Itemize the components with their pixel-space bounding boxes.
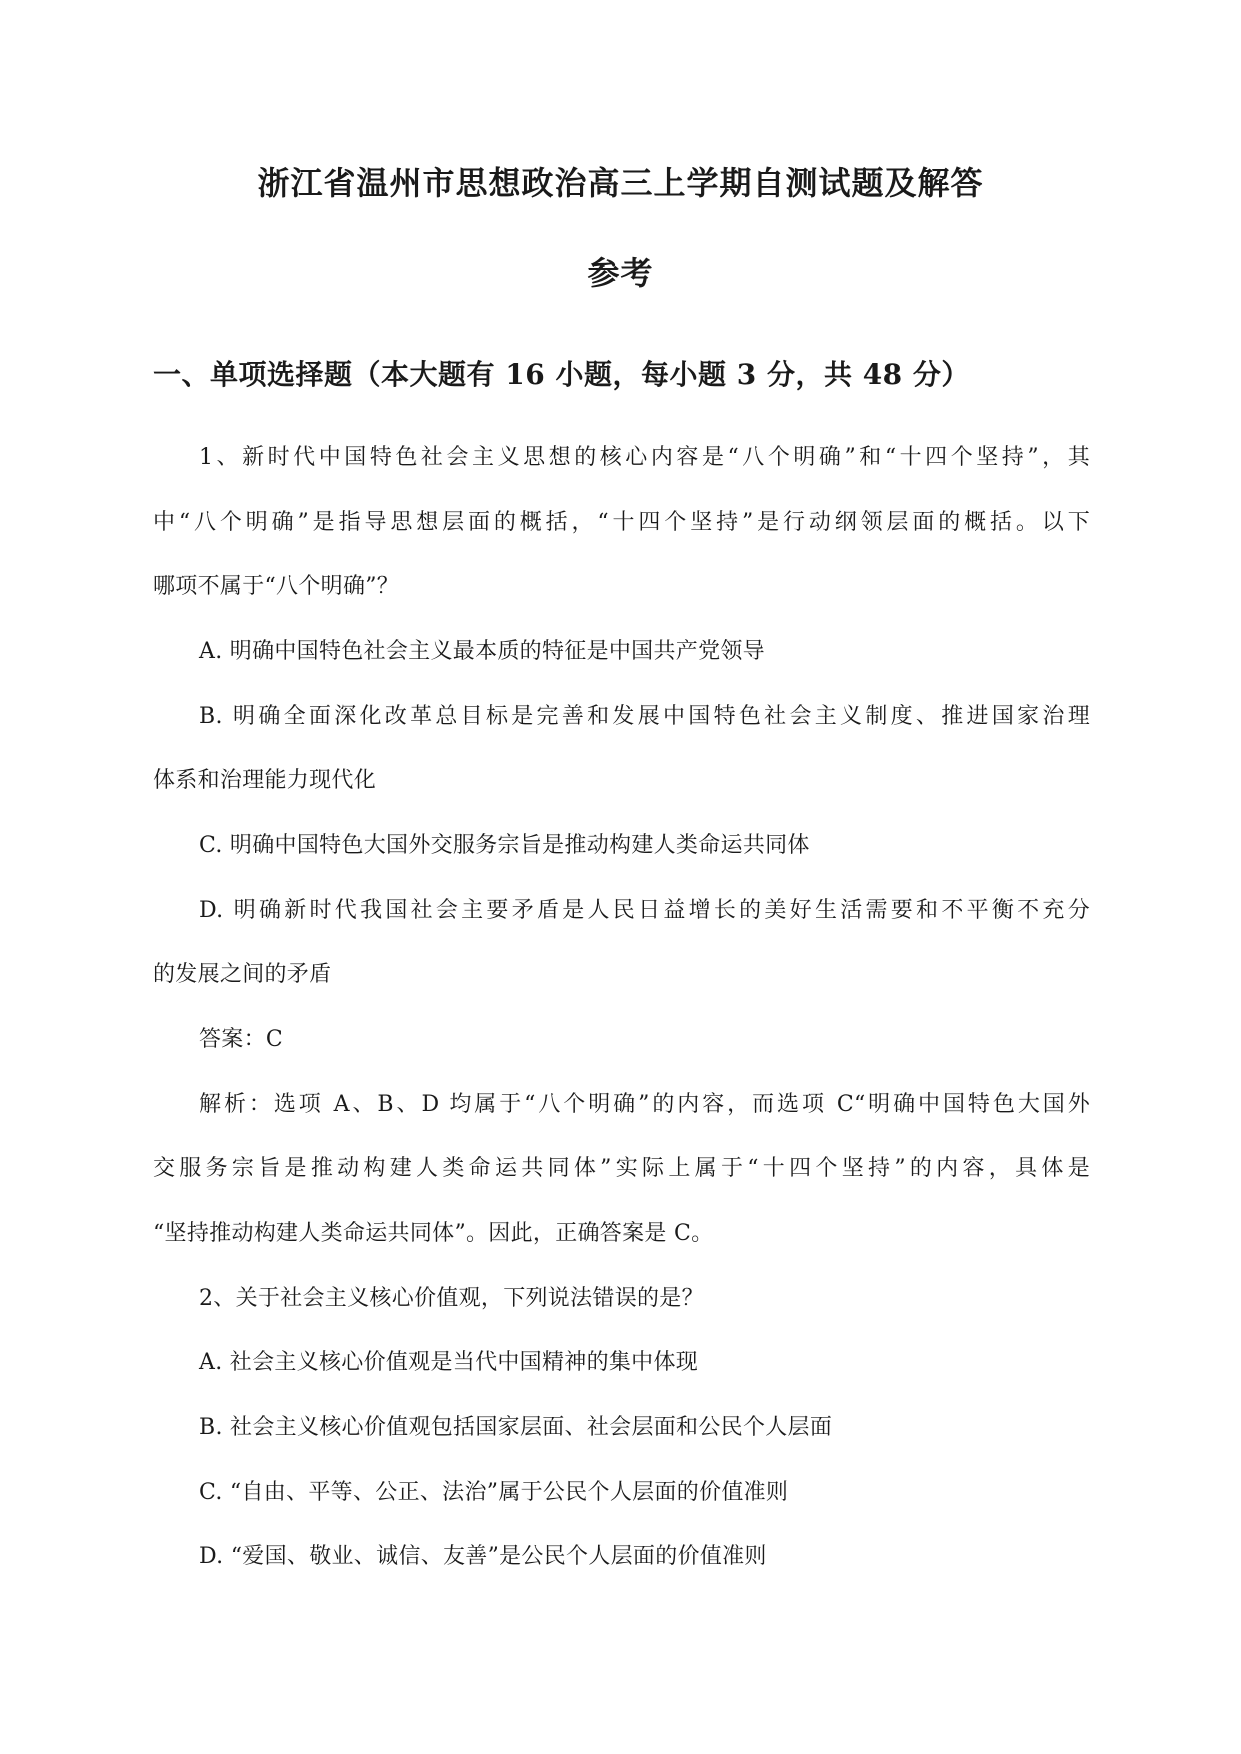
question-2-option-b: B. 社会主义核心价值观包括国家层面、社会层面和公民个人层面: [199, 1415, 833, 1440]
document-title-continued: 参考: [587, 254, 654, 292]
question-2-option-d: D. “爱国、敬业、诚信、友善”是公民个人层面的价值准则: [199, 1544, 767, 1569]
question-1-option-b-line-1: B. 明确全面深化改革总目标是完善和发展中国特色社会主义制度、推进国家治理: [199, 704, 1090, 729]
question-1-stem-line-1: 1、新时代中国特色社会主义思想的核心内容是“八个明确”和“十四个坚持”，其: [199, 445, 1090, 470]
question-1-option-d-line-2: 的发展之间的矛盾: [153, 962, 332, 987]
question-1-answer: 答案：C: [199, 1027, 284, 1052]
document-title: 浙江省温州市思想政治高三上学期自测试题及解答: [257, 164, 984, 202]
section-heading: 一、单项选择题（本大题有 16 小题，每小题 3 分，共 48 分）: [153, 358, 970, 391]
question-2-stem: 2、关于社会主义核心价值观，下列说法错误的是？: [199, 1286, 704, 1311]
question-1-option-d-line-1: D. 明确新时代我国社会主要矛盾是人民日益增长的美好生活需要和不平衡不充分: [199, 898, 1090, 923]
question-1-analysis-line-1: 解析：选项 A、B、D 均属于“八个明确”的内容，而选项 C“明确中国特色大国外: [199, 1092, 1090, 1117]
question-1-option-a: A. 明确中国特色社会主义最本质的特征是中国共产党领导: [199, 639, 765, 664]
question-1-option-c: C. 明确中国特色大国外交服务宗旨是推动构建人类命运共同体: [199, 833, 810, 858]
question-1-analysis-line-2: 交服务宗旨是推动构建人类命运共同体”实际上属于“十四个坚持”的内容，具体是: [153, 1156, 1090, 1181]
question-2-option-c: C. “自由、平等、公正、法治”属于公民个人层面的价值准则: [199, 1480, 789, 1505]
question-1-stem-line-3: 哪项不属于“八个明确”？: [153, 574, 400, 599]
question-2-option-a: A. 社会主义核心价值观是当代中国精神的集中体现: [199, 1350, 699, 1375]
question-1-option-b-line-2: 体系和治理能力现代化: [153, 768, 377, 793]
question-1-analysis-line-3: “坚持推动构建人类命运共同体”。因此，正确答案是 C。: [153, 1221, 714, 1246]
question-1-stem-line-2: 中“八个明确”是指导思想层面的概括，“十四个坚持”是行动纲领层面的概括。以下: [153, 510, 1090, 535]
